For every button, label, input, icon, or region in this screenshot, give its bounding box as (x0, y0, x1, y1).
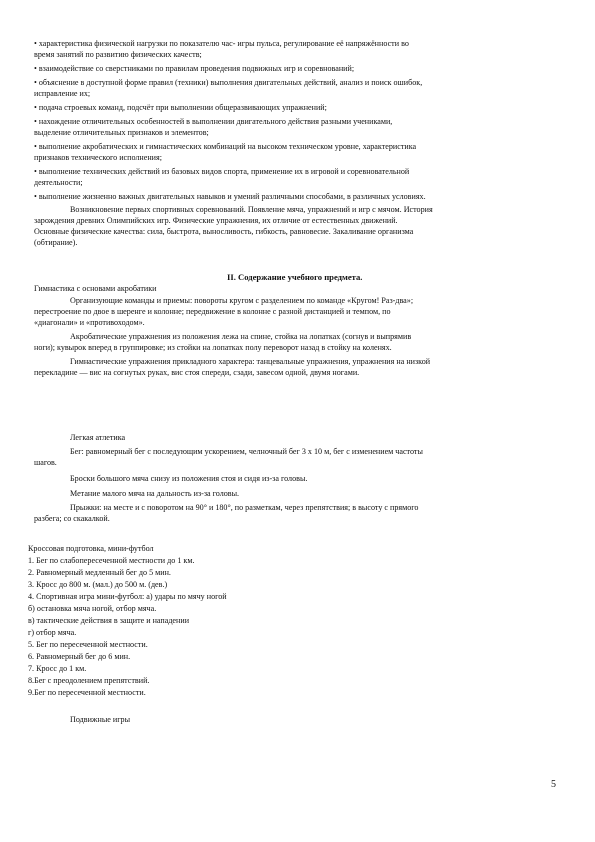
bullet-line: • объяснение в доступной форме правил (техники) выполнения двигательных действий, анализ и поиск ошибок, (34, 78, 423, 87)
bullet-line: • подача строевых команд, подсчёт при выполнении общеразвивающих упражнений; (34, 103, 327, 112)
gymnastics-paragraph-line: Акробатические упражнения из положения лежа на спине, стойка на лопатках (согнув и выпрямив (70, 332, 412, 341)
gymnastics-paragraph-line: перестроение по двое в шеренге и колонне; передвижение в колонне с разной дистанцией и темпом, по (34, 307, 391, 316)
cross-list-item: 9.Бег по пересеченной местности. (28, 688, 146, 697)
cross-list-item: г) отбор мяча. (28, 628, 77, 637)
cross-list-item: 1. Бег по слабопересеченной местности до 1 км. (28, 556, 195, 565)
bullet-line: • характеристика физической нагрузки по показателю час- игры пульса, регулирование её напряжённости во (34, 39, 409, 48)
cross-list-item: в) тактические действия в защите и нападении (28, 616, 190, 625)
cross-list-item: 7. Кросс до 1 км. (28, 664, 87, 673)
cross-list-item: 4. Спортивная игра мини-футбол: а) удары по мячу ногой (28, 592, 227, 601)
cross-list-item: 5. Бег по пересеченной местности. (28, 640, 148, 649)
history-paragraph-line: Возникновение первых спортивных соревнований. Появление мяча, упражнений и игр с мячом. История (70, 205, 433, 214)
cross-list-item: 6. Равномерный бег до 6 мин. (28, 652, 131, 661)
page-number: 5 (551, 779, 556, 790)
section-heading: II. Содержание учебного предмета. (227, 272, 363, 282)
bullet-line: признаков технического исполнения; (34, 153, 162, 162)
athletics-line: разбега; со скакалкой. (34, 514, 110, 523)
cross-list-item: 2. Равномерный медленный бег до 5 мин. (28, 568, 171, 577)
athletics-line: Метание малого мяча на дальность из-за головы. (70, 489, 240, 498)
history-paragraph-line: (обтирание). (34, 238, 78, 247)
games-title: Подвижные игры (70, 715, 131, 724)
athletics-line: Прыжки: на месте и с поворотом на 90° и 180°, по разметкам, через препятствия; в высоту с прямого (70, 503, 419, 512)
athletics-line: Бег: равномерный бег с последующим ускорением, челночный бег 3 х 10 м, бег с изменением частоты (70, 447, 423, 456)
bullet-line: • нахождение отличительных особенностей в выполнении двигательного действия разными учениками, (34, 117, 393, 126)
cross-list-item: б) остановка мяча ногой, отбор мяча. (28, 604, 157, 613)
gymnastics-paragraph-line: перекладине — вис на согнутых руках, вис стоя спереди, сзади, завесом одной, двумя ногами. (34, 368, 360, 377)
athletics-line: Броски большого мяча снизу из положения стоя и сидя из-за головы. (70, 474, 308, 483)
gymnastics-paragraph-line: «диагонали» и «противоходом». (34, 318, 145, 327)
bullet-line: • выполнение жизненно важных двигательных навыков и умений различными способами, в различных условиях. (34, 192, 426, 201)
bullet-line: • выполнение акробатических и гимнастических комбинаций на высоком техническом уровне, характеристика (34, 142, 417, 151)
bullet-line: деятельности; (34, 178, 83, 187)
bullet-line: исправление их; (34, 89, 91, 98)
history-paragraph-line: Основные физические качества: сила, быстрота, выносливость, гибкость, равновесие. Закаливание организма (34, 227, 414, 236)
bullet-line: время занятий по развитию физических качеств; (34, 50, 202, 59)
cross-title: Кроссовая подготовка, мини-футбол (28, 544, 154, 553)
gymnastics-paragraph-line: ноги); кувырок вперед в группировке; из стойки на лопатках полу переворот назад в стойку на коленях. (34, 343, 392, 352)
athletics-title: Легкая атлетика (70, 433, 126, 442)
gymnastics-paragraph-line: Гимнастические упражнения прикладного характера: танцевальные упражнения, упражнения на низкой (70, 357, 431, 366)
bullet-line: • взаимодействие со сверстниками по правилам проведения подвижных игр и соревнований; (34, 64, 355, 73)
gymnastics-title: Гимнастика с основами акробатики (34, 284, 157, 293)
bullet-line: • выполнение технических действий из базовых видов спорта, применение их в игровой и соревновательной (34, 167, 410, 176)
history-paragraph-line: зарождения древних Олимпийских игр. Физические упражнения, их отличие от естественных движений. (34, 216, 398, 225)
bullet-line: выделение отличительных признаков и элементов; (34, 128, 209, 137)
gymnastics-paragraph-line: Организующие команды и приемы: повороты кругом с разделением по команде «Кругом! Раз-два»; (70, 296, 414, 305)
athletics-line: шагов. (34, 458, 57, 467)
cross-list-item: 3. Кросс до 800 м. (мал.) до 500 м. (дев.) (28, 580, 168, 589)
cross-list-item: 8.Бег с преодолением препятствий. (28, 676, 150, 685)
